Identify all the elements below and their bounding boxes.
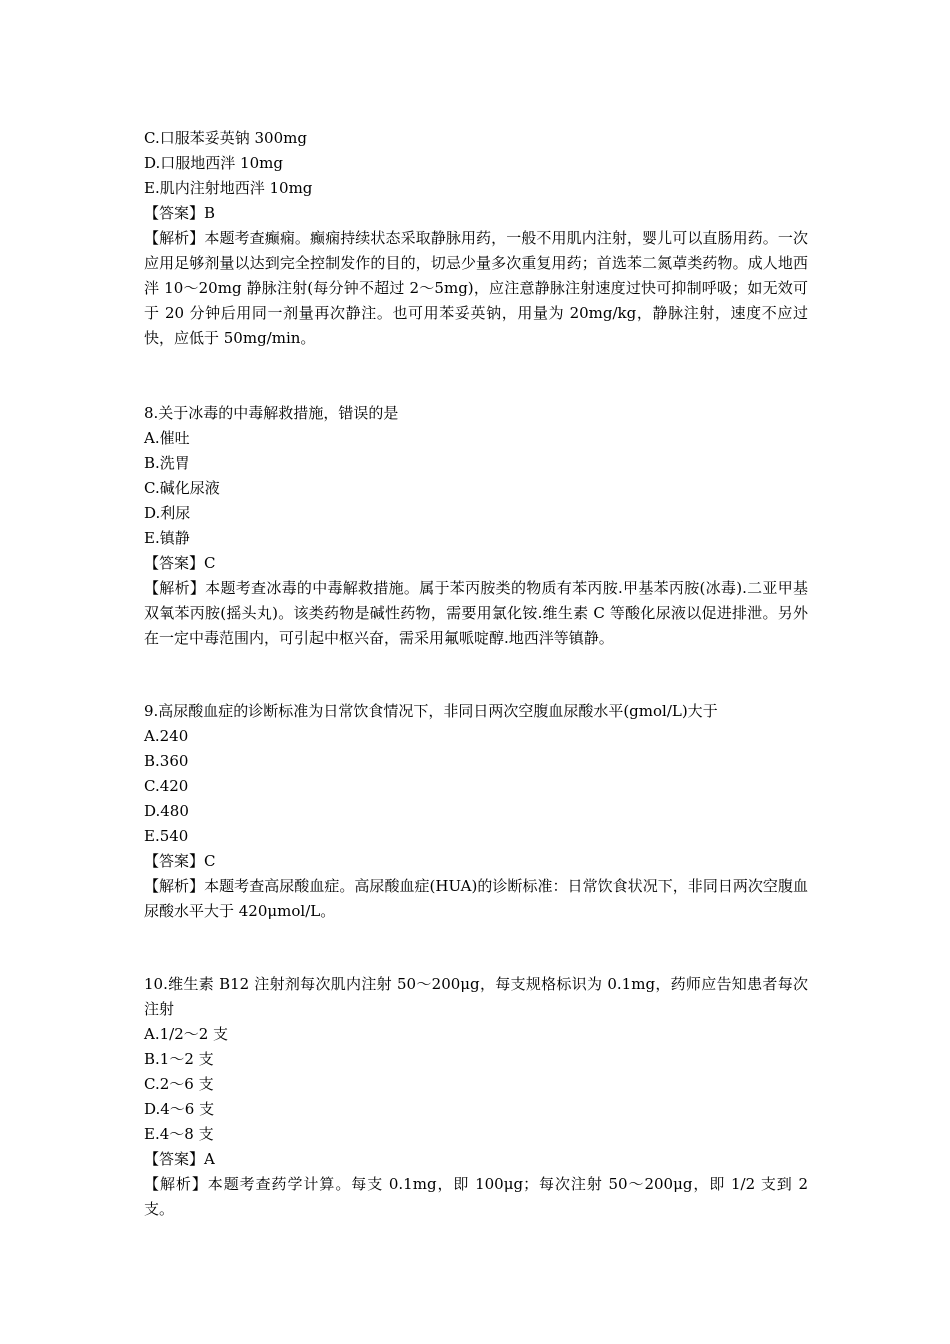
answer-line: 【答案】B — [144, 204, 216, 222]
question-stem: 8.关于冰毒的中毒解救措施，错误的是 — [144, 404, 399, 422]
option-b: B.洗胃 — [144, 454, 190, 472]
question-block-10 — [144, 972, 808, 1222]
option-e: E.镇静 — [144, 529, 190, 547]
document-page — [144, 126, 808, 1222]
option-e: E.4～8 支 — [144, 1125, 214, 1143]
question-stem: 9.高尿酸血症的诊断标准为日常饮食情况下，非同日两次空腹血尿酸水平(gmol/L)大于 — [144, 702, 718, 720]
answer-line: 【答案】C — [144, 852, 216, 870]
question-block-9 — [144, 699, 808, 924]
analysis-paragraph: 【解析】本题考查癫痫。癫痫持续状态采取静脉用药，一般不用肌内注射，婴儿可以直肠用药。一次应用足够剂量以达到完全控制发作的目的，切忌少量多次重复用药；首选苯二氮䓬类药物。成人地西泮 10～20mg 静脉注射(每分钟不超过 2～5mg)，应注意静脉注射速度过快可抑制呼吸；如无效可于 20 分钟后用同一剂量再次静注。也可用苯妥英钠，用量为 20mg/kg，静脉注射，速度不应过快，应低于 50mg/min。 — [144, 229, 808, 347]
option-c: C.420 — [144, 777, 189, 795]
question-block-7 — [144, 126, 808, 351]
analysis-paragraph: 【解析】本题考查冰毒的中毒解救措施。属于苯丙胺类的物质有苯丙胺.甲基苯丙胺(冰毒).二亚甲基双氧苯丙胺(摇头丸)。该类药物是碱性药物，需要用氯化铵.维生素 C 等酸化尿液以促进排泄。另外在一定中毒范围内，可引起中枢兴奋，需采用氟哌啶醇.地西泮等镇静。 — [144, 579, 808, 647]
analysis-paragraph: 【解析】本题考查药学计算。每支 0.1mg，即 100μg；每次注射 50～200μg，即 1/2 支到 2 支。 — [144, 1175, 808, 1218]
analysis-paragraph: 【解析】本题考查高尿酸血症。高尿酸血症(HUA)的诊断标准：日常饮食状况下，非同日两次空腹血尿酸水平大于 420μmol/L。 — [144, 877, 808, 920]
option-d: D.480 — [144, 802, 189, 820]
option-c: C.碱化尿液 — [144, 479, 220, 497]
option-c: C.口服苯妥英钠 300mg — [144, 129, 307, 147]
option-e: E.540 — [144, 827, 189, 845]
option-d: D.4～6 支 — [144, 1100, 215, 1118]
question-block-8 — [144, 401, 808, 651]
option-a: A.催吐 — [144, 429, 190, 447]
option-a: A.240 — [144, 727, 189, 745]
option-d: D.口服地西泮 10mg — [144, 154, 283, 172]
option-e: E.肌内注射地西泮 10mg — [144, 179, 313, 197]
option-a: A.1/2～2 支 — [144, 1025, 229, 1043]
answer-line: 【答案】A — [144, 1150, 215, 1168]
option-b: B.360 — [144, 752, 189, 770]
option-c: C.2～6 支 — [144, 1075, 214, 1093]
answer-line: 【答案】C — [144, 554, 216, 572]
question-stem: 10.维生素 B12 注射剂每次肌内注射 50～200μg，每支规格标识为 0.1mg，药师应告知患者每次注射 — [144, 975, 808, 1018]
option-b: B.1～2 支 — [144, 1050, 214, 1068]
option-d: D.利尿 — [144, 504, 191, 522]
